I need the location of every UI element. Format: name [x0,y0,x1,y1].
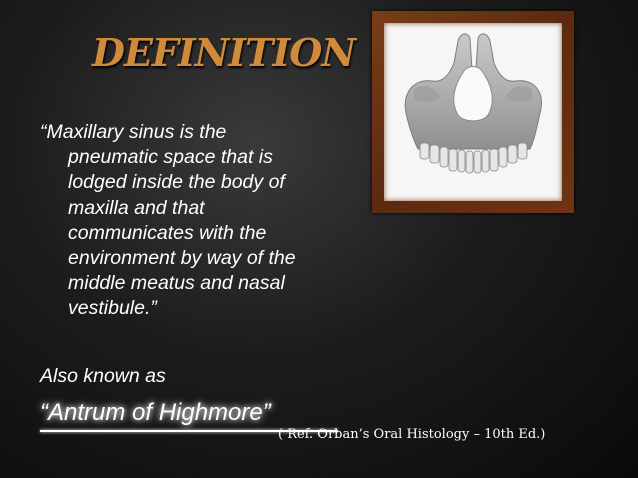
definition-line-3: maxilla and that [68,196,205,219]
definition-line-0: “Maxillary sinus is the [40,121,227,143]
maxilla-image [384,23,562,201]
antrum-name: “Antrum of Highmore” [40,399,271,426]
also-known-as: Also known as [40,365,166,387]
definition-line-1: pneumatic space that is [68,146,273,169]
maxilla-skull-icon [384,23,562,201]
definition-line-2: lodged inside the body of [68,171,285,194]
definition-text [40,120,370,322]
picture-frame [372,11,574,213]
definition-line-5: environment by way of the [68,247,296,270]
reference-citation: ( Ref. Orban’s Oral Histology – 10th Ed.) [278,427,546,442]
definition-line-4: communicates with the [68,221,267,244]
slide-title: DEFINITION [92,30,356,75]
definition-line-7: vestibule.” [68,297,157,320]
definition-line-6: middle meatus and nasal [68,272,285,295]
